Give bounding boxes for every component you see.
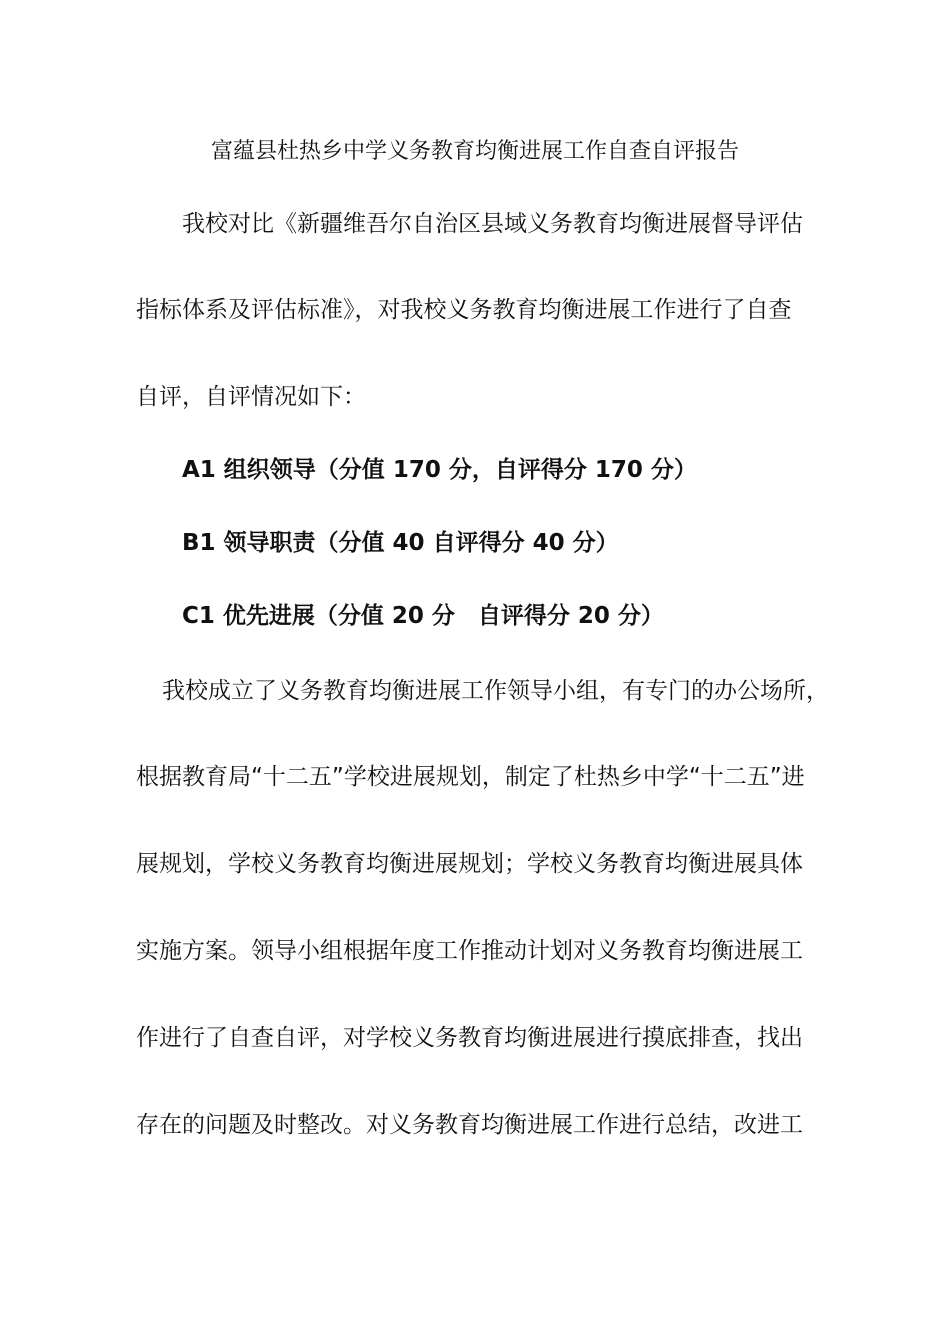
body-line-3: 展规划，学校义务教育均衡进展规划；学校义务教育均衡进展具体 bbox=[136, 851, 803, 877]
intro-line-1: 我校对比《新疆维吾尔自治区县域义务教育均衡进展督导评估 bbox=[182, 211, 803, 237]
heading-c1: C1 优先进展（分值 20 分 自评得分 20 分） bbox=[182, 603, 664, 629]
body-line-4: 实施方案。领导小组根据年度工作推动计划对义务教育均衡进展工 bbox=[136, 938, 803, 964]
heading-b1: B1 领导职责（分值 40 自评得分 40 分） bbox=[182, 530, 619, 556]
intro-line-2: 指标体系及评估标准》，对我校义务教育均衡进展工作进行了自查 bbox=[136, 297, 792, 323]
intro-line-3: 自评，自评情况如下： bbox=[136, 384, 366, 410]
heading-a1: A1 组织领导（分值 170 分，自评得分 170 分） bbox=[182, 457, 697, 483]
body-line-5: 作进行了自查自评，对学校义务教育均衡进展进行摸底排查，找出 bbox=[136, 1025, 803, 1051]
document-title: 富蕴县杜热乡中学义务教育均衡进展工作自查自评报告 bbox=[210, 139, 739, 164]
body-line-2: 根据教育局“十二五”学校进展规划，制定了杜热乡中学“十二五”进 bbox=[136, 764, 805, 790]
body-line-1: 我校成立了义务教育均衡进展工作领导小组，有专门的办公场所， bbox=[162, 678, 829, 704]
body-line-6: 存在的问题及时整改。对义务教育均衡进展工作进行总结，改进工 bbox=[136, 1112, 803, 1138]
